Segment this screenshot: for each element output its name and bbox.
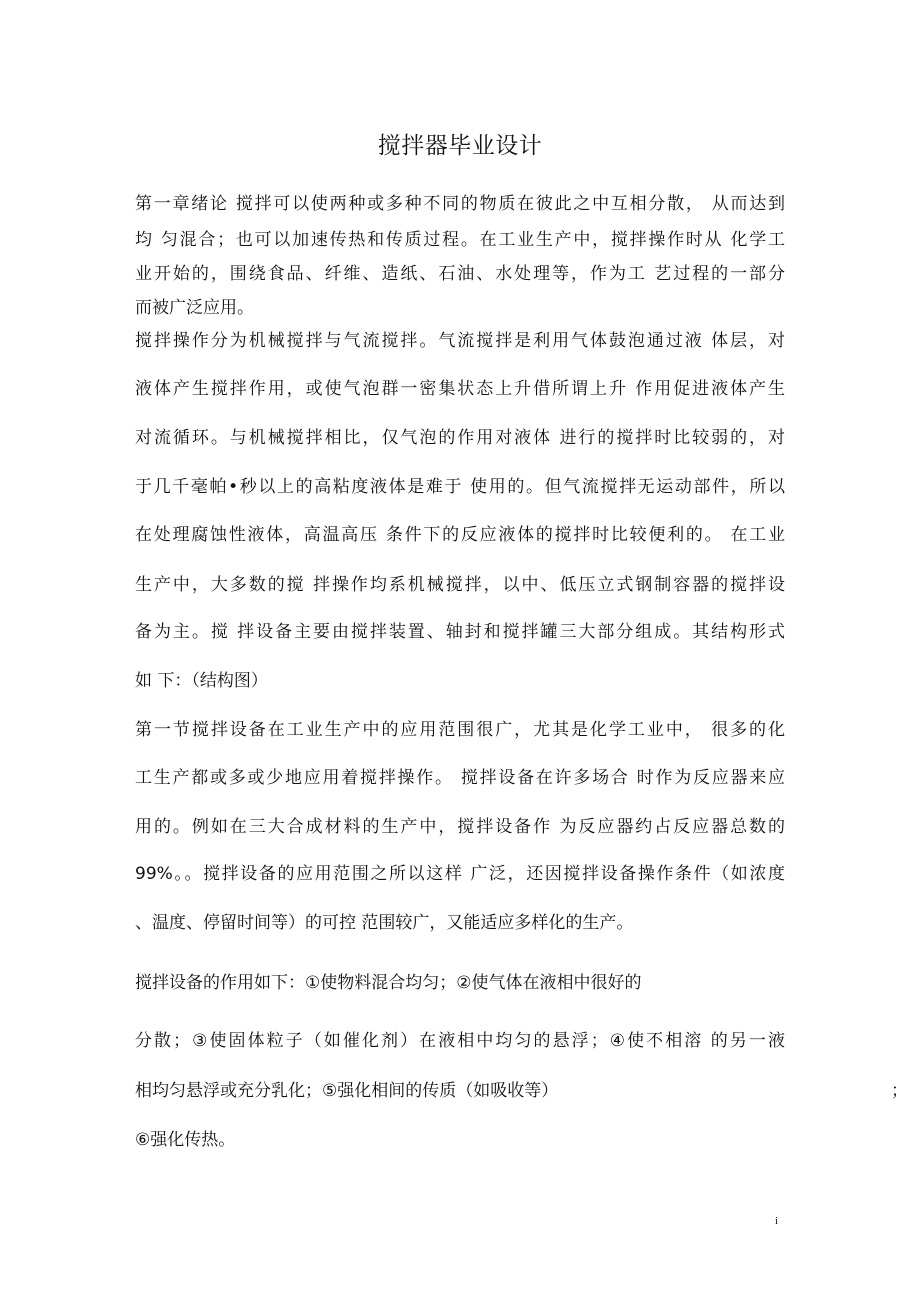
text-line: 在处理腐蚀性液体，高温高压 条件下的反应液体的搅拌时比较便利的。 在工业 bbox=[135, 525, 785, 545]
text-line: 于几千毫帕•秒以上的高粘度液体是难于 使用的。但气流搅拌无运动部件，所以 bbox=[135, 477, 785, 497]
text-line: 第一节搅拌设备在工业生产中的应用范围很广，尤其是化学工业中， 很多的化 bbox=[135, 720, 785, 740]
text-line: 对流循环。与机械搅拌相比，仅气泡的作用对液体 进行的搅拌时比较弱的，对 bbox=[135, 428, 785, 448]
text-line: 生产中，大多数的搅 拌操作均系机械搅拌，以中、低压立式钢制容器的搅拌设 bbox=[135, 575, 785, 595]
text-line: 液体产生搅拌作用，或使气泡群一密集状态上升借所谓上升 作用促进液体产生 bbox=[135, 379, 785, 399]
text-line: 工生产都或多或少地应用着搅拌操作。 搅拌设备在许多场合 时作为反应器来应 bbox=[135, 768, 785, 788]
text-line: 99%。。搅拌设备的应用范围之所以这样 广泛，还因搅拌设备操作条件（如浓度 bbox=[135, 864, 785, 884]
text-line: 第一章绪论 搅拌可以使两种或多种不同的物质在彼此之中互相分散， 从而达到 bbox=[135, 194, 785, 214]
text-line: 搅拌操作分为机械搅拌与气流搅拌。气流搅拌是利用气体鼓泡通过液 体层，对 bbox=[135, 331, 785, 351]
text-line: 如 下：（结构图） bbox=[135, 671, 268, 691]
text-line: 相均匀悬浮或充分乳化；⑤强化相间的传质（如吸收等） bbox=[135, 1081, 559, 1101]
text-line: ⑥强化传热。 bbox=[135, 1130, 236, 1150]
trailing-semicolon: ； bbox=[891, 1081, 908, 1101]
text-line-with-trailing-mark bbox=[135, 1079, 908, 1103]
text-line: 用的。例如在三大合成材料的生产中，搅拌设备作 为反应器约占反应器总数的 bbox=[135, 817, 785, 837]
text-line: 备为主。搅 拌设备主要由搅拌装置、轴封和搅拌罐三大部分组成。其结构形式 bbox=[135, 622, 785, 642]
text-line: 业开始的，围绕食品、纤维、造纸、石油、水处理等，作为工 艺过程的一部分 bbox=[135, 264, 785, 284]
text-line: 均 匀混合；也可以加速传热和传质过程。在工业生产中，搅拌操作时从 化学工 bbox=[135, 230, 785, 250]
text-line: 而被广泛应用。 bbox=[135, 298, 254, 318]
text-line: 搅拌设备的作用如下：①使物料混合均匀；②使气体在液相中很好的 bbox=[135, 973, 642, 993]
text-line: 分散；③使固体粒子（如催化剂）在液相中均匀的悬浮；④使不相溶 的另一液 bbox=[135, 1031, 785, 1051]
page-number: i bbox=[775, 1215, 779, 1227]
document-title: 搅拌器毕业设计 bbox=[377, 133, 543, 159]
text-line: 、温度、停留时间等）的可控 范围较广，又能适应多样化的生产。 bbox=[135, 913, 634, 933]
